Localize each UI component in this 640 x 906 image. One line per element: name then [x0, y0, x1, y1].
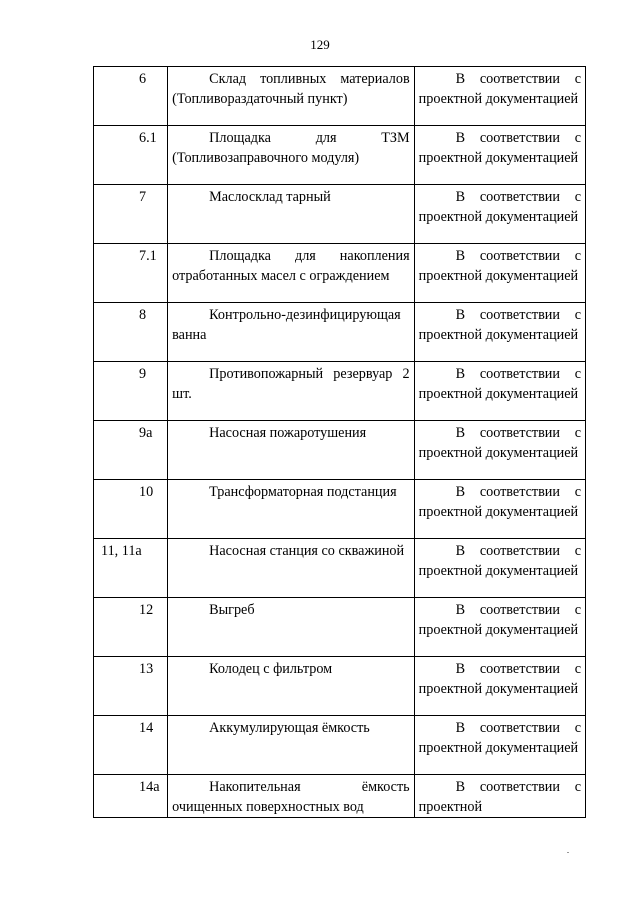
status-text: В соответствии с проектной документацией	[418, 366, 581, 402]
status-text: В соответствии с проектной документацией	[418, 425, 581, 461]
table-row	[94, 421, 586, 480]
table-row	[94, 244, 586, 303]
status-text: В соответствии с проектной документацией	[418, 543, 581, 579]
table-row	[94, 716, 586, 775]
row-number: 13	[139, 661, 154, 677]
table-row	[94, 303, 586, 362]
facility-name: Площадка для накопления отработанных масел с ограждением	[172, 248, 410, 284]
row-number: 8	[139, 307, 147, 323]
facility-name: Выгреб	[209, 602, 255, 618]
table-row	[94, 539, 586, 598]
row-number: 14а	[139, 779, 160, 795]
row-number: 9	[139, 366, 147, 382]
facility-name: Противопожарный резервуар 2 шт.	[172, 366, 410, 402]
facility-name: Насосная пожаротушения	[209, 425, 367, 441]
status-text: В соответствии с проектной	[418, 779, 581, 815]
row-number: 14	[139, 720, 154, 736]
row-number: 7.1	[139, 248, 157, 264]
facility-name: Аккумулирующая ёмкость	[209, 720, 370, 736]
table-row	[94, 775, 586, 818]
facility-name: Накопительная ёмкость очищенных поверхностных вод	[172, 779, 410, 815]
table-row	[94, 598, 586, 657]
row-number: 7	[139, 189, 147, 205]
row-number: 11, 11а	[101, 543, 142, 559]
status-text: В соответствии с проектной документацией	[418, 720, 581, 756]
table-row	[94, 480, 586, 539]
status-text: В соответствии с проектной документацией	[418, 71, 581, 107]
scan-speck	[567, 852, 569, 853]
facility-name: Колодец с фильтром	[209, 661, 333, 677]
row-number: 9а	[139, 425, 153, 441]
table-row	[94, 67, 586, 126]
facility-name: Контрольно-дезинфицирующая ванна	[172, 307, 401, 343]
status-text: В соответствии с проектной документацией	[418, 484, 581, 520]
row-number: 6.1	[139, 130, 157, 146]
status-text: В соответствии с проектной документацией	[418, 130, 581, 166]
facilities-table	[93, 66, 586, 818]
page-number: 129	[310, 37, 330, 52]
table-row	[94, 185, 586, 244]
facility-name: Насосная станция со скважиной	[209, 543, 405, 559]
row-number: 12	[139, 602, 154, 618]
status-text: В соответствии с проектной документацией	[418, 602, 581, 638]
row-number: 10	[139, 484, 154, 500]
status-text: В соответствии с проектной документацией	[418, 661, 581, 697]
table-row	[94, 657, 586, 716]
table-row	[94, 126, 586, 185]
status-text: В соответствии с проектной документацией	[418, 248, 581, 284]
status-text: В соответствии с проектной документацией	[418, 307, 581, 343]
facility-name: Трансформаторная подстанция	[209, 484, 397, 500]
row-number: 6	[139, 71, 147, 87]
table-row	[94, 362, 586, 421]
facility-name: Маслосклад тарный	[209, 189, 331, 205]
status-text: В соответствии с проектной документацией	[418, 189, 581, 225]
facility-name: Площадка для ТЗМ (Топливозаправочного модуля)	[172, 130, 410, 166]
facility-name: Склад топливных материалов (Топливораздаточный пункт)	[172, 71, 410, 107]
